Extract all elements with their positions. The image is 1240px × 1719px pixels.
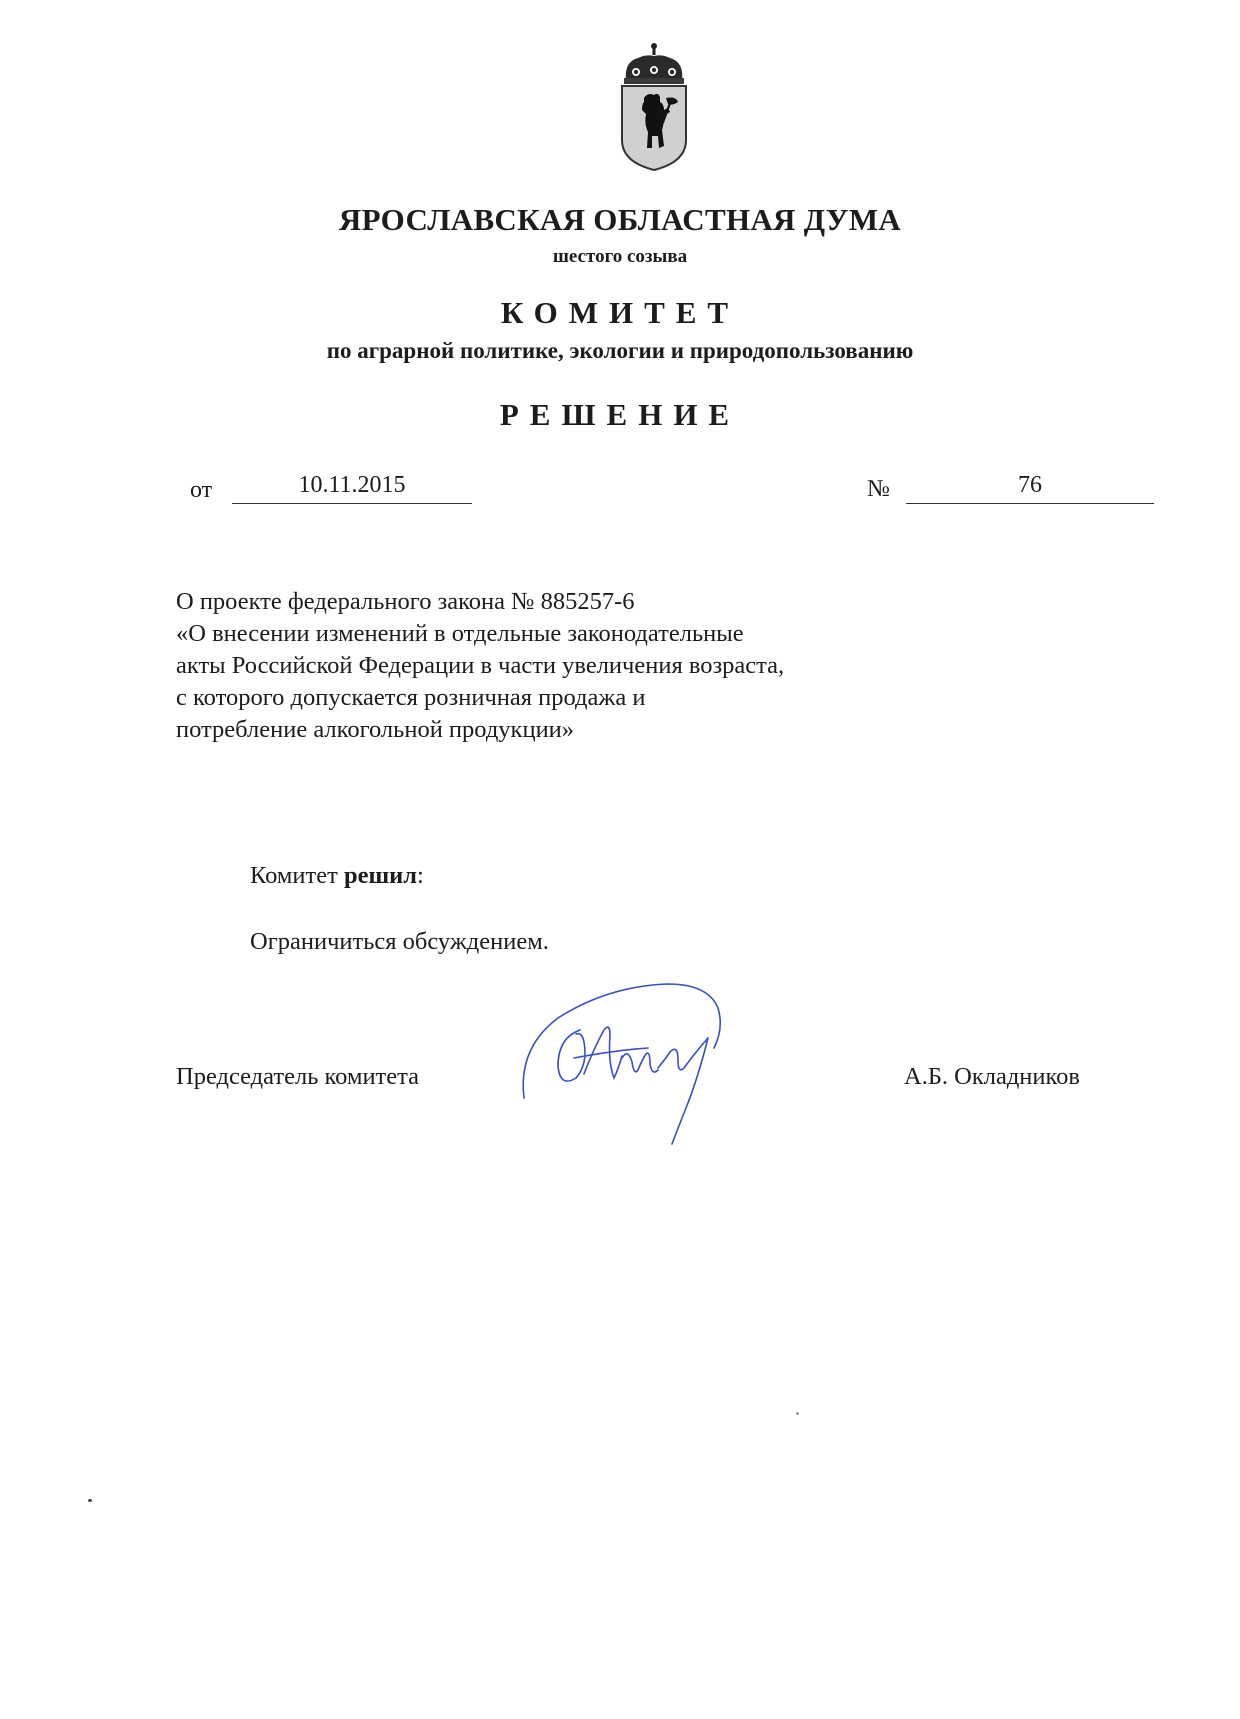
handwritten-signature: [518, 978, 778, 1148]
resolution-suffix: :: [416, 862, 424, 889]
coat-of-arms-icon: [614, 40, 694, 172]
scan-speck: [796, 1412, 799, 1415]
number-prefix: №: [867, 476, 890, 502]
signatory-title: Председатель комитета: [176, 1063, 420, 1090]
document-type: РЕШЕНИЕ: [499, 397, 741, 432]
scan-speck: [88, 1499, 92, 1502]
signatory-name: А.Б. Окладников: [904, 1063, 1080, 1090]
resolution-statement: [250, 862, 424, 890]
subject-line: «О внесении изменений в отдельные законодательные: [176, 620, 744, 647]
document-date: 10.11.2015: [232, 472, 472, 504]
date-prefix: от: [190, 477, 213, 503]
subject-line: с которого допускается розничная продажа и: [176, 684, 646, 711]
resolution-prefix: Комитет: [250, 862, 344, 889]
convocation: шестого созыва: [552, 246, 688, 267]
subject-block: [176, 586, 784, 746]
document-number: 76: [906, 472, 1154, 504]
committee-title: КОМИТЕТ: [500, 295, 740, 330]
subject-line: потребление алкогольной продукции»: [176, 716, 575, 743]
subject-line: О проекте федерального закона № 885257-6: [176, 588, 635, 615]
committee-subtitle: по аграрной политике, экологии и природопользованию: [326, 338, 914, 363]
subject-line: акты Российской Федерации в части увеличения возраста,: [176, 652, 785, 679]
resolution-verb: решил: [343, 862, 417, 889]
decision-text: Ограничиться обсуждением.: [250, 928, 549, 955]
organization-name: ЯРОСЛАВСКАЯ ОБЛАСТНАЯ ДУМА: [338, 202, 902, 237]
